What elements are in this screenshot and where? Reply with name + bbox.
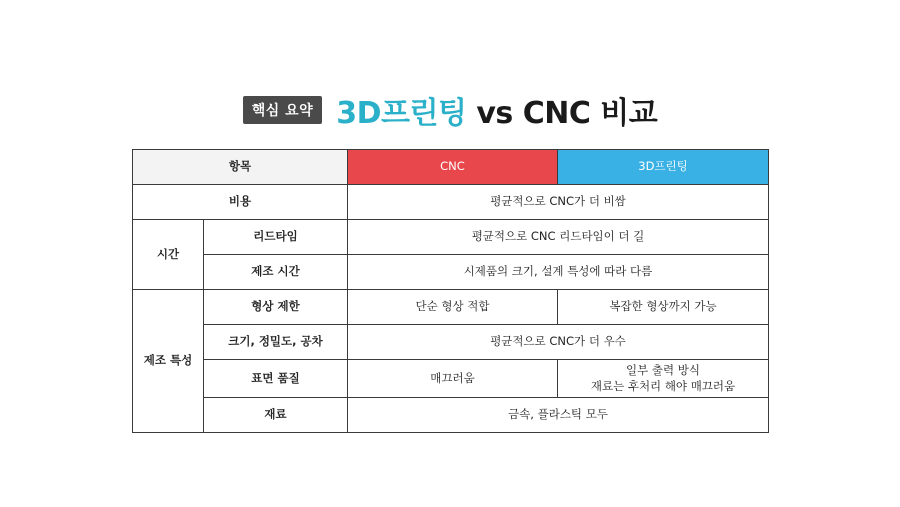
table-row — [133, 220, 769, 255]
mfg-time-value: 시제품의 크기, 설계 특성에 따라 다름 — [348, 255, 769, 290]
summary-badge: 핵심 요약 — [243, 96, 322, 124]
table-header-row — [133, 150, 769, 185]
row-label-material: 재료 — [204, 398, 348, 433]
lead-time-value: 평균적으로 CNC 리드타임이 더 길 — [348, 220, 769, 255]
row-label-lead-time: 리드타임 — [204, 220, 348, 255]
page-header — [0, 88, 900, 132]
shape-3d-value: 복잡한 형상까지 가능 — [558, 290, 769, 325]
surface-3d-value — [558, 360, 769, 398]
table-row — [133, 398, 769, 433]
row-label-size: 크기, 정밀도, 공차 — [204, 325, 348, 360]
header-3d-printing: 3D프린팅 — [558, 150, 769, 185]
group-label-time: 시간 — [133, 220, 204, 290]
header-cnc: CNC — [348, 150, 558, 185]
material-value: 금속, 플라스틱 모두 — [348, 398, 769, 433]
size-value: 평균적으로 CNC가 더 우수 — [348, 325, 769, 360]
row-label-cost: 비용 — [133, 185, 348, 220]
shape-cnc-value: 단순 형상 적합 — [348, 290, 558, 325]
header-item: 항목 — [133, 150, 348, 185]
table-row — [133, 325, 769, 360]
cost-value: 평균적으로 CNC가 더 비쌈 — [348, 185, 769, 220]
surface-cnc-value: 매끄러움 — [348, 360, 558, 398]
surface-3d-line1: 일부 출력 방식 — [626, 362, 700, 377]
title-accent: 3D프린팅 — [336, 96, 467, 131]
row-label-surface: 표면 품질 — [204, 360, 348, 398]
surface-3d-line2: 재료는 후처리 해야 매끄러움 — [590, 378, 736, 393]
page-title — [336, 88, 657, 132]
comparison-table — [132, 149, 769, 433]
row-label-shape: 형상 제한 — [204, 290, 348, 325]
row-label-mfg-time: 제조 시간 — [204, 255, 348, 290]
title-rest: vs CNC 비교 — [466, 96, 658, 131]
group-label-features: 제조 특성 — [133, 290, 204, 433]
table-row — [133, 185, 769, 220]
table-row — [133, 255, 769, 290]
table-row — [133, 360, 769, 398]
table-row — [133, 290, 769, 325]
